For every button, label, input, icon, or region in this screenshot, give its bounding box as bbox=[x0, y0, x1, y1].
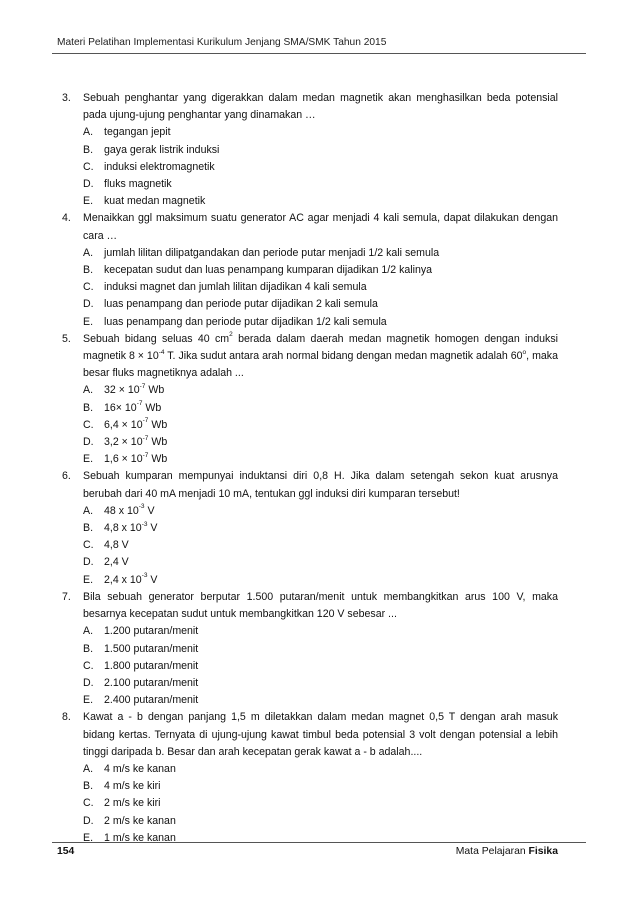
superscript: o bbox=[522, 348, 527, 356]
text-run: 4 m/s ke kiri bbox=[104, 780, 161, 793]
answer-option bbox=[83, 176, 558, 193]
text-run: Wb bbox=[142, 401, 162, 414]
text-run: Wb bbox=[148, 436, 168, 449]
answer-option bbox=[83, 296, 558, 313]
option-letter: C. bbox=[83, 418, 94, 431]
text-run: gaya gerak listrik induksi bbox=[104, 143, 220, 156]
answer-option bbox=[83, 813, 558, 830]
option-letter: D. bbox=[83, 298, 94, 311]
option-letter: A. bbox=[83, 504, 94, 517]
text-run: 32 × 10 bbox=[104, 384, 140, 397]
answer-option bbox=[83, 142, 558, 159]
question-text bbox=[83, 468, 558, 502]
answer-option bbox=[83, 245, 558, 262]
superscript: -7 bbox=[136, 400, 143, 408]
option-letter: A. bbox=[83, 625, 94, 638]
text-run: V bbox=[147, 522, 158, 535]
question-item bbox=[62, 90, 558, 210]
footer-subject-prefix: Mata Pelajaran bbox=[455, 846, 526, 857]
text-run: 2 m/s ke kiri bbox=[104, 797, 161, 810]
answer-option bbox=[83, 314, 558, 331]
question-text bbox=[83, 589, 558, 623]
question-number: 4. bbox=[62, 212, 71, 225]
option-letter: B. bbox=[83, 143, 94, 156]
option-letter: A. bbox=[83, 246, 94, 259]
option-text bbox=[104, 625, 198, 637]
superscript: -3 bbox=[141, 520, 148, 528]
text-run: V bbox=[144, 504, 155, 517]
question-number: 5. bbox=[62, 332, 71, 345]
header-divider bbox=[52, 53, 586, 54]
question-item bbox=[62, 468, 558, 588]
option-text bbox=[104, 436, 167, 448]
option-text bbox=[104, 161, 215, 173]
option-text bbox=[104, 402, 161, 414]
option-letter: B. bbox=[83, 642, 94, 655]
answer-options bbox=[83, 124, 558, 210]
option-text bbox=[104, 763, 176, 775]
answer-option bbox=[83, 417, 558, 434]
text-run: 2,4 x 10 bbox=[104, 573, 142, 586]
question-text bbox=[83, 331, 558, 383]
answer-option bbox=[83, 554, 558, 571]
question-text bbox=[83, 90, 558, 124]
text-run: 1.800 putaran/menit bbox=[104, 659, 199, 672]
text-run: 1.200 putaran/menit bbox=[104, 625, 199, 638]
text-run: 2.400 putaran/menit bbox=[104, 694, 199, 707]
option-text bbox=[104, 556, 129, 568]
footer-subject bbox=[456, 846, 558, 857]
text-run: 3,2 × 10 bbox=[104, 436, 143, 449]
superscript: -3 bbox=[138, 503, 145, 511]
option-letter: D. bbox=[83, 556, 94, 569]
answer-options bbox=[83, 761, 558, 847]
option-letter: E. bbox=[83, 315, 94, 328]
text-run: 2 m/s ke kanan bbox=[104, 814, 176, 827]
superscript: -7 bbox=[142, 417, 149, 425]
answer-option bbox=[83, 159, 558, 176]
option-text bbox=[104, 178, 172, 190]
question-number: 8. bbox=[62, 711, 71, 724]
answer-option bbox=[83, 262, 558, 279]
option-text bbox=[104, 298, 378, 310]
text-run: 4 m/s ke kanan bbox=[104, 762, 176, 775]
option-text bbox=[104, 574, 158, 586]
option-text bbox=[104, 453, 167, 465]
option-text bbox=[104, 522, 158, 534]
text-run: Wb bbox=[148, 418, 168, 431]
page-number: 154 bbox=[57, 846, 75, 857]
option-letter: E. bbox=[83, 195, 94, 208]
text-run: 4,8 x 10 bbox=[104, 522, 142, 535]
text-run: fluks magnetik bbox=[104, 178, 172, 191]
text-run: , maka besar fluks magnetiknya adalah ... bbox=[83, 350, 558, 380]
answer-option bbox=[83, 641, 558, 658]
answer-option bbox=[83, 382, 558, 399]
answer-options bbox=[83, 245, 558, 331]
option-letter: C. bbox=[83, 281, 94, 294]
text-run: Wb bbox=[148, 453, 168, 466]
option-letter: C. bbox=[83, 160, 94, 173]
text-run: induksi elektromagnetik bbox=[104, 160, 215, 173]
text-run: Kawat a - b dengan panjang 1,5 m diletakkan dalam medan magnet 0,5 T dengan arah masuk bidang kertas. Ternyata di ujung-ujung kawat timbul beda potensial 3 volt dengan potensial a lebih tinggi daripada b. Besar dan arah kecepatan gerak kawat a - b adalah.... bbox=[83, 711, 558, 758]
text-run: Menaikkan ggl maksimum suatu generator AC agar menjadi 4 kali semula, dapat dilakukan dengan cara … bbox=[83, 212, 558, 242]
answer-option bbox=[83, 572, 558, 589]
option-letter: B. bbox=[83, 401, 94, 414]
text-run: Sebuah kumparan mempunyai induktansi diri 0,8 H. Jika dalam setengah sekon kuat arusnya berubah dari 40 mA menjadi 10 mA, tentukan ggl induksi diri kumparan tersebut! bbox=[83, 470, 558, 500]
option-text bbox=[104, 144, 219, 156]
text-run: induksi magnet dan jumlah lilitan dijadikan 4 kali semula bbox=[104, 281, 367, 294]
option-letter: D. bbox=[83, 436, 94, 449]
option-letter: A. bbox=[83, 762, 94, 775]
option-text bbox=[104, 126, 171, 138]
option-text bbox=[104, 797, 161, 809]
question-item bbox=[62, 709, 558, 847]
answer-option bbox=[83, 279, 558, 296]
answer-option bbox=[83, 520, 558, 537]
text-run: Sebuah penghantar yang digerakkan dalam medan magnetik akan menghasilkan beda potensial pada ujung-ujung penghantar yang dinamakan … bbox=[83, 92, 558, 122]
answer-option bbox=[83, 503, 558, 520]
question-number: 3. bbox=[62, 92, 71, 104]
text-run: luas penampang dan periode putar dijadikan 2 kali semula bbox=[104, 298, 378, 311]
answer-option bbox=[83, 761, 558, 778]
option-text bbox=[104, 660, 198, 672]
text-run: 4,8 V bbox=[104, 539, 129, 552]
text-run: 1.500 putaran/menit bbox=[104, 642, 199, 655]
option-letter: E. bbox=[83, 573, 94, 586]
option-letter: A. bbox=[83, 126, 94, 139]
answer-option bbox=[83, 658, 558, 675]
footer-divider bbox=[52, 842, 586, 843]
option-text bbox=[104, 694, 198, 706]
superscript: 2 bbox=[229, 331, 233, 339]
text-run: 2.100 putaran/menit bbox=[104, 676, 199, 689]
superscript: -3 bbox=[141, 572, 148, 580]
option-text bbox=[104, 780, 161, 792]
option-text bbox=[104, 195, 205, 207]
text-run: 2,4 V bbox=[104, 556, 129, 569]
text-run: kecepatan sudut dan luas penampang kumparan dijadikan 1/2 kalinya bbox=[104, 264, 433, 277]
answer-option bbox=[83, 434, 558, 451]
footer-subject-name: Fisika bbox=[528, 846, 558, 857]
text-run: 48 x 10 bbox=[104, 504, 139, 517]
answer-option bbox=[83, 675, 558, 692]
answer-option bbox=[83, 778, 558, 795]
option-letter: C. bbox=[83, 797, 94, 810]
text-run: T. Jika sudut antara arah normal bidang dengan medan magnetik adalah 60 bbox=[164, 350, 523, 363]
option-letter: D. bbox=[83, 676, 94, 689]
option-letter: E. bbox=[83, 694, 94, 707]
text-run: 6,4 × 10 bbox=[104, 418, 143, 431]
text-run: berada dalam daerah medan magnetik homogen dengan induksi magnetik 8 × 10 bbox=[83, 332, 558, 363]
answer-option bbox=[83, 537, 558, 554]
question-number: 6. bbox=[62, 470, 71, 483]
option-letter: B. bbox=[83, 522, 94, 535]
text-run: luas penampang dan periode putar dijadikan 1/2 kali semula bbox=[104, 315, 387, 328]
text-run: tegangan jepit bbox=[104, 126, 171, 139]
answer-option bbox=[83, 692, 558, 709]
option-text bbox=[104, 264, 432, 276]
option-letter: C. bbox=[83, 539, 94, 552]
option-text bbox=[104, 539, 129, 551]
option-text bbox=[104, 505, 155, 517]
text-run: 1,6 × 10 bbox=[104, 453, 143, 466]
question-item bbox=[62, 210, 558, 330]
text-run: jumlah lilitan dilipatgandakan dan periode putar menjadi 1/2 kali semula bbox=[104, 246, 440, 259]
text-run: Wb bbox=[145, 384, 165, 397]
answer-option bbox=[83, 623, 558, 640]
superscript: -7 bbox=[142, 434, 149, 442]
option-letter: D. bbox=[83, 178, 94, 191]
option-letter: B. bbox=[83, 780, 94, 793]
question-list bbox=[62, 90, 558, 847]
text-run: 1 m/s ke kanan bbox=[104, 831, 176, 844]
text-run: V bbox=[147, 573, 158, 586]
option-text bbox=[104, 281, 367, 293]
question-item bbox=[62, 331, 558, 469]
option-text bbox=[104, 677, 198, 689]
option-text bbox=[104, 384, 164, 396]
option-letter: D. bbox=[83, 814, 94, 827]
option-text bbox=[104, 815, 176, 827]
superscript: -7 bbox=[142, 451, 149, 459]
text-run: Bila sebuah generator berputar 1.500 putaran/menit untuk membangkitkan arus 100 V, maka besarnya kecepatan sudut untuk membangkitkan 120 V sebesar ... bbox=[83, 590, 558, 621]
option-letter: A. bbox=[83, 384, 94, 397]
question-text bbox=[83, 709, 558, 761]
answer-option bbox=[83, 400, 558, 417]
superscript: -7 bbox=[139, 382, 146, 390]
running-header: Materi Pelatihan Implementasi Kurikulum Jenjang SMA/SMK Tahun 2015 bbox=[57, 37, 387, 48]
option-letter: C. bbox=[83, 659, 94, 672]
answer-options bbox=[83, 623, 558, 709]
option-text bbox=[104, 247, 439, 259]
option-letter: E. bbox=[83, 831, 94, 844]
text-run: 16× 10 bbox=[104, 401, 137, 414]
answer-options bbox=[83, 382, 558, 468]
text-run: Sebuah bidang seluas 40 cm bbox=[83, 332, 230, 345]
answer-options bbox=[83, 503, 558, 589]
answer-option bbox=[83, 451, 558, 468]
option-letter: E. bbox=[83, 453, 94, 466]
option-text bbox=[104, 643, 198, 655]
answer-option bbox=[83, 830, 558, 847]
superscript: -4 bbox=[158, 348, 165, 356]
option-letter: B. bbox=[83, 264, 94, 277]
text-run: kuat medan magnetik bbox=[104, 195, 206, 208]
answer-option bbox=[83, 795, 558, 812]
option-text bbox=[104, 419, 167, 431]
option-text bbox=[104, 316, 387, 328]
answer-option bbox=[83, 124, 558, 141]
question-item bbox=[62, 589, 558, 709]
question-number: 7. bbox=[62, 590, 71, 603]
answer-option bbox=[83, 193, 558, 210]
question-text bbox=[83, 210, 558, 244]
